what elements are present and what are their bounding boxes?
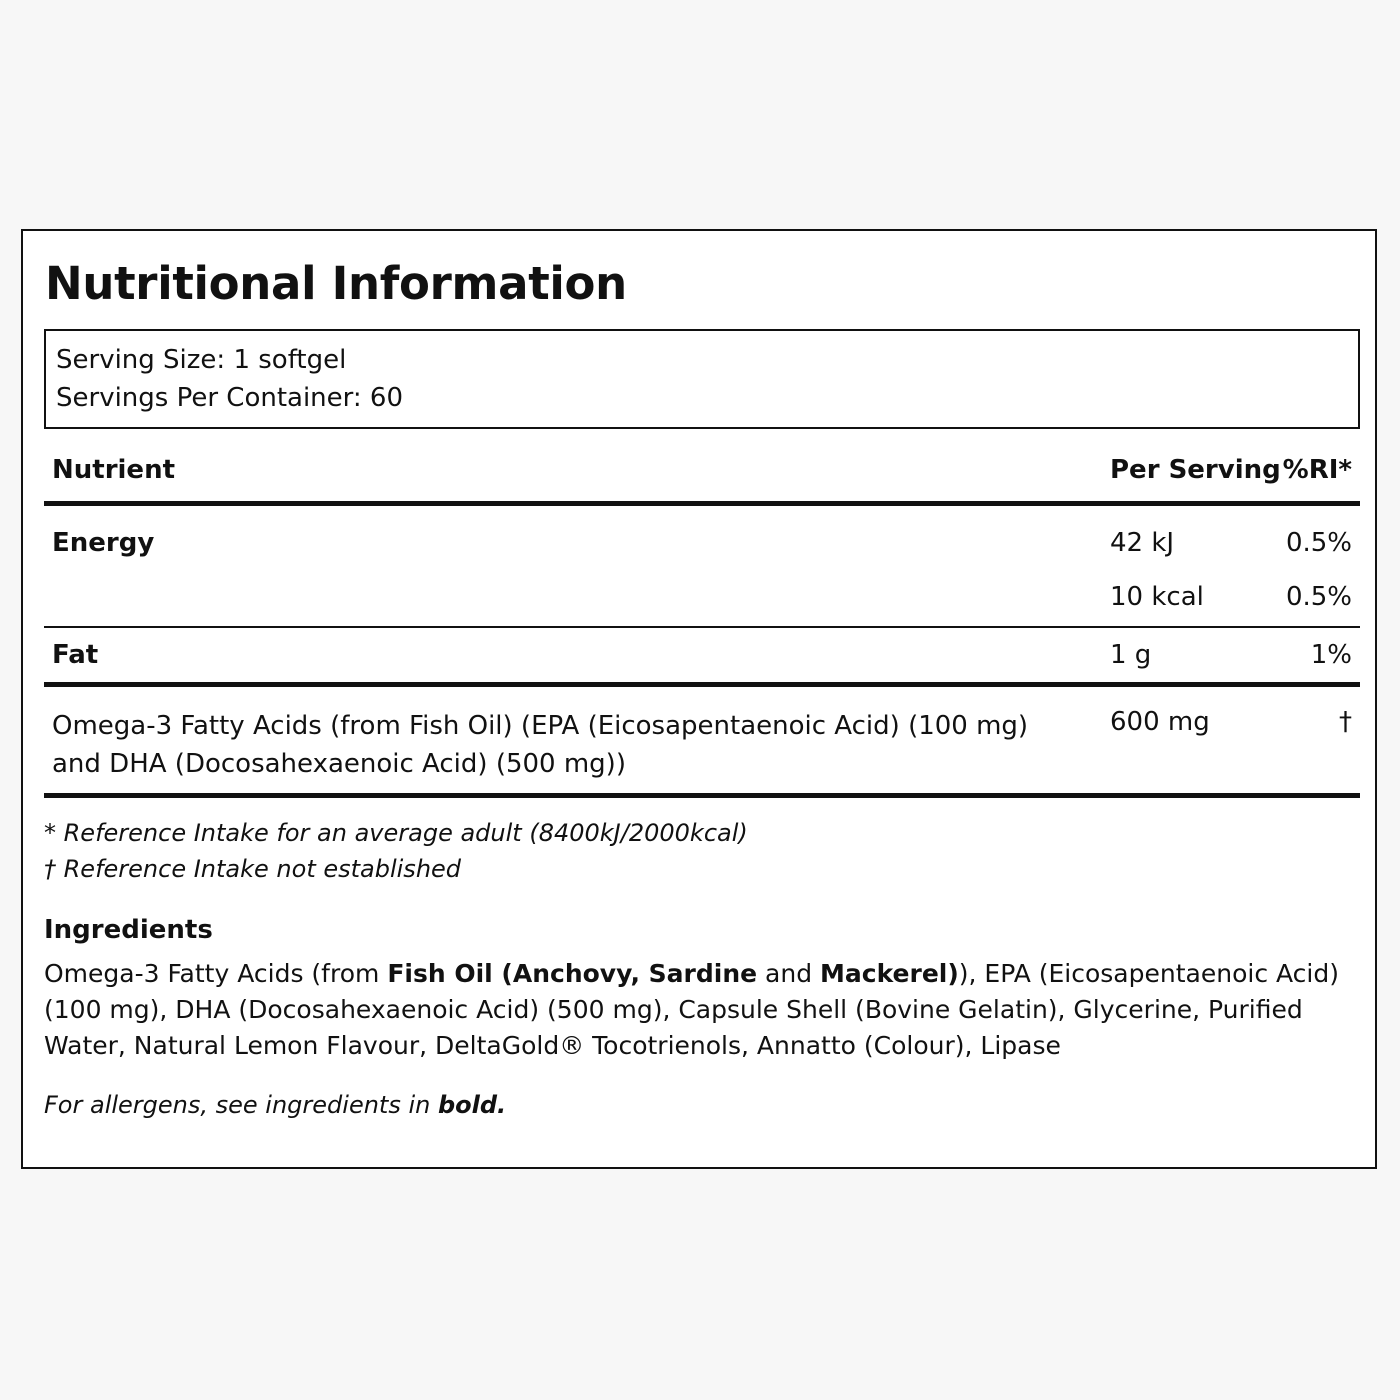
nutrient-name-fat: Fat	[52, 640, 99, 670]
nutrient-name-omega3: Omega-3 Fatty Acids (from Fish Oil) (EPA (Eicosapentaenoic Acid) (100 mg) and DHA (Docosahexaenoic Acid) (500 mg))	[52, 711, 1029, 779]
fat-amount: 1 g	[1110, 640, 1152, 670]
omega3-ri: †	[1339, 707, 1352, 737]
energy-kj: 42 kJ	[1110, 528, 1175, 558]
ingredients-part: and	[757, 959, 821, 988]
allergen-note	[44, 1091, 506, 1119]
ingredients-part: Omega-3 Fatty Acids (from	[44, 959, 388, 988]
ingredients-text	[44, 956, 1364, 1064]
fat-ri: 1%	[1310, 640, 1352, 670]
servings-per-container: Servings Per Container: 60	[56, 383, 404, 413]
ingredients-heading: Ingredients	[44, 915, 213, 945]
footnotes	[44, 815, 748, 887]
energy-kcal: 10 kcal	[1110, 582, 1204, 612]
header-ri: %RI*	[1282, 455, 1352, 485]
table-row-energy	[44, 506, 1360, 626]
table-row-omega3	[44, 687, 1360, 793]
divider-thick	[44, 793, 1360, 798]
table-header-row	[44, 449, 1360, 501]
table-row-fat	[44, 628, 1360, 682]
allergen-note-bold: bold.	[437, 1091, 507, 1119]
allergen-fish-oil: Fish Oil (Anchovy, Sardine	[387, 959, 758, 988]
header-nutrient: Nutrient	[52, 455, 176, 485]
footnote-not-established: † Reference Intake not established	[44, 855, 462, 883]
header-per-serving: Per Serving	[1110, 455, 1281, 485]
allergen-mackerel: Mackerel)	[820, 959, 959, 988]
label-title: Nutritional Information	[45, 257, 627, 310]
energy-kcal-ri: 0.5%	[1285, 582, 1352, 612]
serving-info-box	[44, 329, 1360, 429]
serving-size: Serving Size: 1 softgel	[56, 345, 347, 375]
nutrition-label	[21, 229, 1377, 1169]
ingredients-part: ), EPA (Eicosapentaenoic Acid) (100 mg), DHA (Docosahexaenoic Acid) (500 mg), Capsule Shell (Bovine Gelatin), Glycerine, Purified Water, Natural Lemon Flavour, DeltaGold® Tocotrienols, Annatto (Colour), Lipase	[44, 959, 1339, 1060]
nutrient-table	[44, 449, 1360, 798]
allergen-note-text: For allergens, see ingredients in	[44, 1091, 438, 1119]
footnote-ri: * Reference Intake for an average adult (8400kJ/2000kcal)	[44, 819, 748, 847]
energy-kj-ri: 0.5%	[1285, 528, 1352, 558]
nutrient-name-energy: Energy	[52, 528, 155, 558]
omega3-amount: 600 mg	[1110, 707, 1210, 737]
